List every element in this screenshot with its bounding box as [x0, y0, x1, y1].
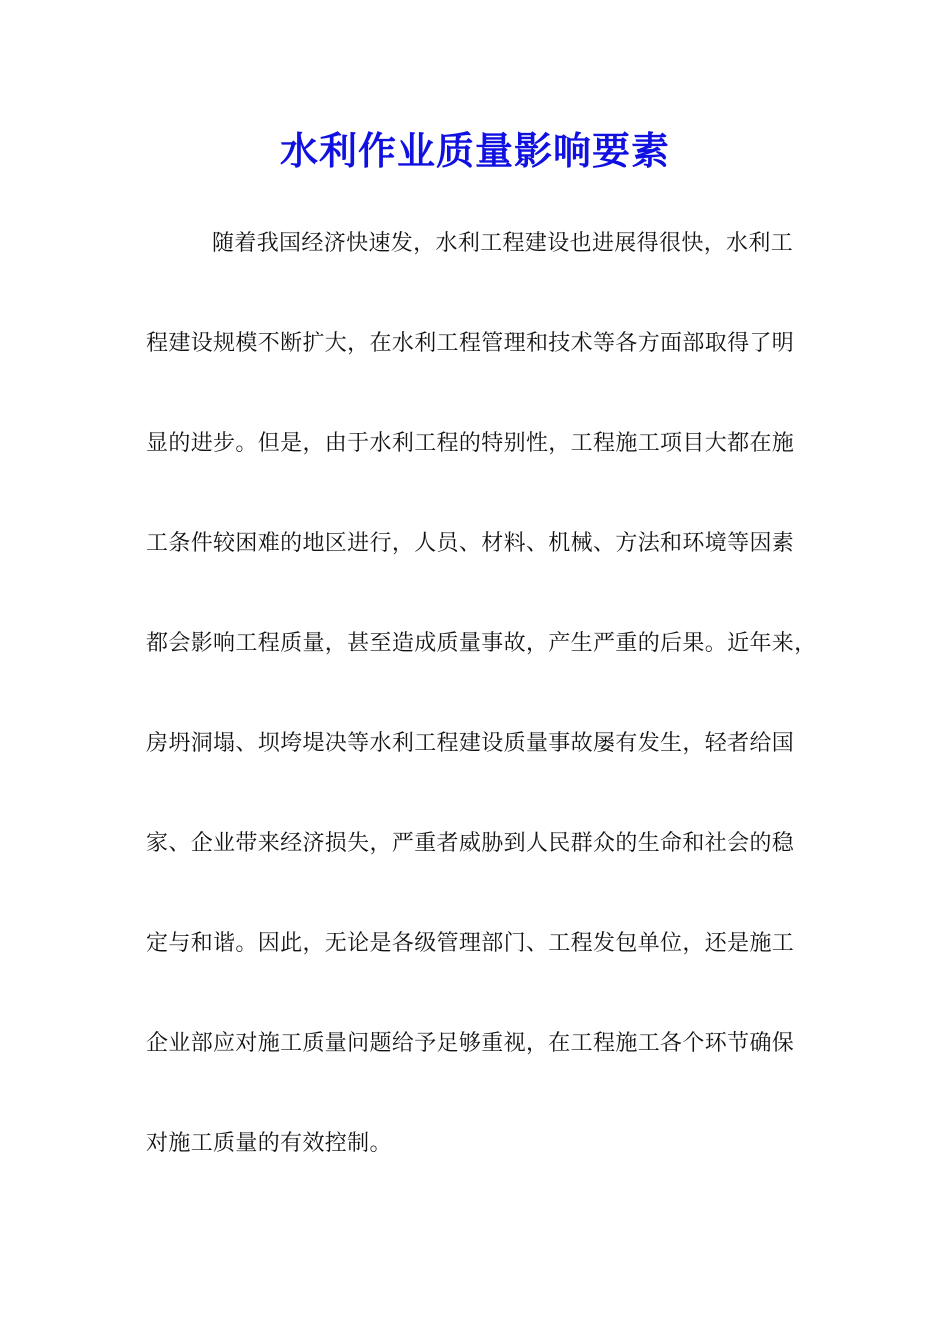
- document-paragraph: [146, 220, 822, 1220]
- paragraph-line: 家、企业带来经济损失，严重者威胁到人民群众的生命和社会的稳: [146, 831, 795, 856]
- paragraph-line: 房坍洞塌、坝垮堤决等水利工程建设质量事故屡有发生，轻者给国: [146, 731, 795, 756]
- paragraph-line: 对施工质量的有效控制。: [146, 1131, 392, 1156]
- paragraph-line: 企业部应对施工质量问题给予足够重视，在工程施工各个环节确保: [146, 1031, 795, 1056]
- paragraph-line: 程建设规模不断扩大，在水利工程管理和技术等各方面部取得了明: [146, 331, 795, 356]
- document-title: 水利作业质量影响要素: [279, 129, 670, 173]
- paragraph-line: 都会影响工程质量，甚至造成质量事故，产生严重的后果。近年来，: [146, 631, 817, 656]
- paragraph-line: 显的进步。但是，由于水利工程的特别性，工程施工项目大都在施: [146, 431, 795, 456]
- paragraph-line: 随着我国经济快速发，水利工程建设也进展得很快，水利工: [212, 231, 794, 256]
- paragraph-line: 工条件较困难的地区进行，人员、材料、机械、方法和环境等因素: [146, 531, 795, 556]
- paragraph-line: 定与和谐。因此，无论是各级管理部门、工程发包单位，还是施工: [146, 931, 795, 956]
